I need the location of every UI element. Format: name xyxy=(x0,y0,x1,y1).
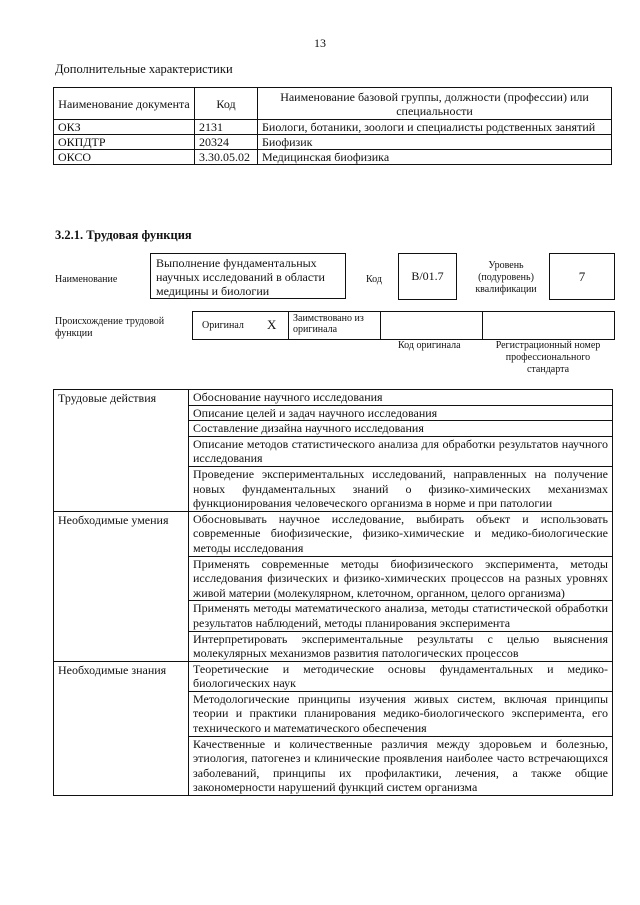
divider xyxy=(380,312,381,339)
origin-label: Происхождение трудовой функции xyxy=(55,316,165,339)
page-number: 13 xyxy=(314,36,326,50)
list-item: Теоретические и методические основы фундаментальных и медико-биологических наук xyxy=(189,661,613,691)
list-item: Применять современные методы биофизического эксперимента, методы исследования физических и физико-химических процессов на разных уровнях живой материи (молекулярном, клеточном, органном, целого организма) xyxy=(189,556,613,601)
code-label: Код xyxy=(366,274,382,285)
table-row xyxy=(54,135,612,150)
list-item: Проведение экспериментальных исследований, направленных на получение новых фундаментальных знаний о физико-химических механизмах функционирования человеческого организма в норме и при патологии xyxy=(189,466,613,511)
list-item: Интерпретировать экспериментальные результаты с целью выяснения молекулярных механизмов развития патологических процессов xyxy=(189,631,613,661)
header-document: Наименование документа xyxy=(54,88,195,120)
table-row xyxy=(54,150,612,165)
table-cell: 3.30.05.02 xyxy=(195,150,258,165)
code-box: B/01.7 xyxy=(398,253,457,300)
borrowed-label: Заимствовано из оригинала xyxy=(293,313,364,335)
table-cell: Медицинская биофизика xyxy=(258,150,612,165)
list-item: Обосновывать научное исследование, выбирать объект и использовать современные биофизические, физико-химические и медико-биологические методы исследования xyxy=(189,511,613,556)
function-details-table xyxy=(53,389,613,796)
table-cell: ОКЗ xyxy=(54,120,195,135)
list-item: Обоснование научного исследования xyxy=(189,390,613,406)
table-cell: ОКСО xyxy=(54,150,195,165)
table-cell: Биофизик xyxy=(258,135,612,150)
list-item: Описание целей и задач научного исследования xyxy=(189,405,613,421)
section-label-knowledge: Необходимые знания xyxy=(54,661,189,795)
table-row xyxy=(54,661,613,691)
divider xyxy=(288,312,289,339)
origin-table xyxy=(192,311,615,340)
function-title: 3.2.1. Трудовая функция xyxy=(55,228,192,242)
original-label: Оригинал xyxy=(202,320,244,331)
section-label-skills: Необходимые умения xyxy=(54,511,189,661)
table-row xyxy=(54,511,613,556)
name-label: Наименование xyxy=(55,274,118,285)
list-item: Качественные и количественные различия между здоровьем и болезнью, этиология, патогенез и клинические проявления наиболее часто встречающихся заболеваний, принципы их профилактики, лечения, а также общие закономерности нарушений функций систем организма xyxy=(189,736,613,795)
header-code: Код xyxy=(195,88,258,120)
origin-code-caption: Код оригинала xyxy=(398,340,461,351)
table-row xyxy=(54,390,613,406)
table-row xyxy=(54,120,612,135)
list-item: Составление дизайна научного исследования xyxy=(189,421,613,437)
level-box: 7 xyxy=(549,253,615,300)
table-cell: ОКПДТР xyxy=(54,135,195,150)
divider xyxy=(482,312,483,339)
additional-characteristics-table xyxy=(53,87,612,165)
table-header-row xyxy=(54,88,612,120)
section-title-additional: Дополнительные характеристики xyxy=(55,62,233,76)
list-item: Применять методы математического анализа, методы статистической обработки результатов наблюдений, методы планирования эксперимента xyxy=(189,601,613,631)
reg-number-caption: Регистрационный номер профессионального стандарта xyxy=(495,340,601,375)
table-cell: 20324 xyxy=(195,135,258,150)
list-item: Методологические принципы изучения живых систем, включая принципы теории и практики планирования медико-биологического эксперимента, его технического и математического обеспечения xyxy=(189,691,613,736)
level-label: Уровень (подуровень) квалификации xyxy=(475,260,537,295)
original-mark: X xyxy=(267,317,277,332)
table-cell: 2131 xyxy=(195,120,258,135)
list-item: Описание методов статистического анализа для обработки результатов научного исследования xyxy=(189,436,613,466)
function-name-box: Выполнение фундаментальных научных исследований в области медицины и биологии xyxy=(150,253,346,299)
section-label-actions: Трудовые действия xyxy=(54,390,189,512)
header-group-name: Наименование базовой группы, должности (профессии) или специальности xyxy=(258,88,612,120)
table-cell: Биологи, ботаники, зоологи и специалисты родственных занятий xyxy=(258,120,612,135)
